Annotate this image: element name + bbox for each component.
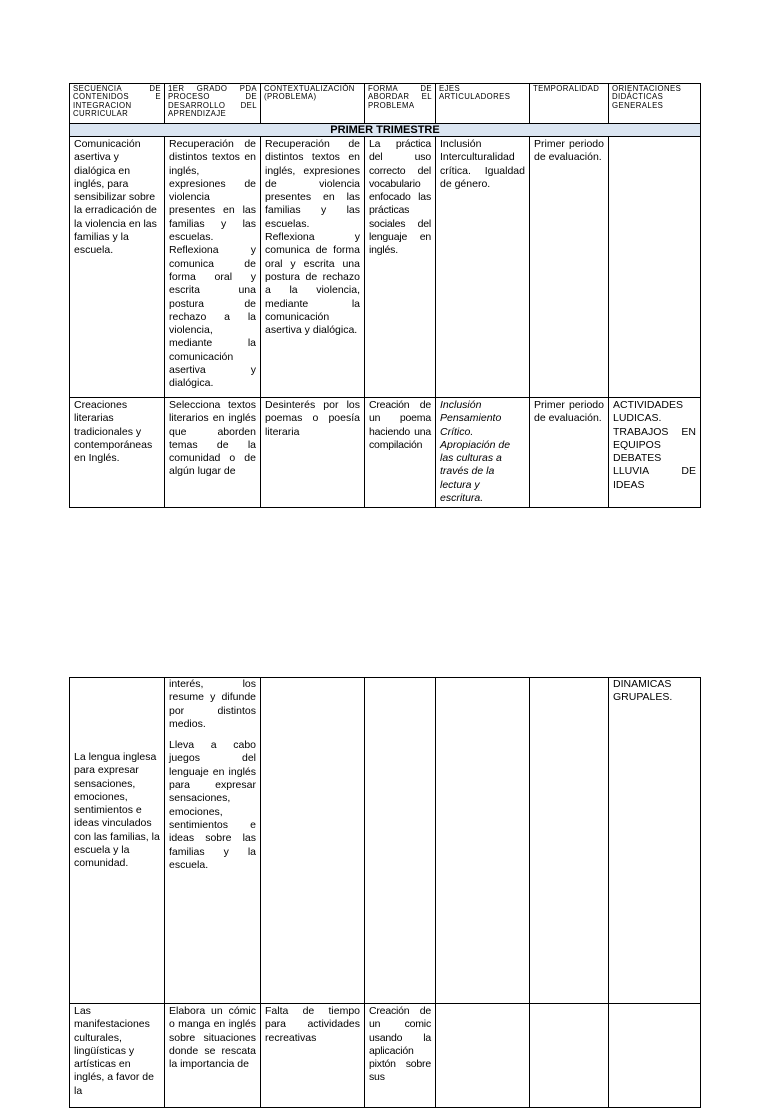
header-pda: 1ER GRADO PDA PROCESO DE DESARROLLO DEL APRENDIZAJE	[165, 84, 261, 124]
header-temporality: TEMPORALIDAD	[530, 84, 609, 124]
cell-temporality: Primer periodo de evaluación.	[530, 398, 609, 508]
cell-approach: La práctica del uso correcto del vocabulario enfocado las prácticas sociales del lenguaje en inglés.	[365, 137, 436, 398]
cell-pda: Elabora un cómic o manga en inglés sobre situaciones donde se rescata la importancia de	[165, 1004, 261, 1108]
cell-axes	[436, 678, 530, 1004]
cell-sequence: Creaciones literarias tradicionales y contemporáneas en Inglés.	[70, 398, 165, 508]
cell-temporality	[530, 678, 609, 1004]
cell-context: Recuperación de distintos textos en inglés, expresiones de violencia presentes en las familias y las escuelas. Reflexiona y comunica de forma oral y escrita una postura de rechazo a la violencia, mediante la comunicación asertiva y dialógica.	[261, 137, 365, 398]
table-row	[70, 137, 701, 398]
table-row	[70, 398, 701, 508]
cell-pda	[165, 678, 261, 1004]
header-row	[70, 84, 701, 124]
cell-pda: Selecciona textos literarios en inglés que aborden temas de la comunidad o de algún lugar de	[165, 398, 261, 508]
header-axes: EJES ARTICULADORES	[436, 84, 530, 124]
cell-approach: Creación de un poema haciendo una compilación	[365, 398, 436, 508]
header-orientations: ORIENTACIONES DIDÁCTICAS GENERALES	[609, 84, 701, 124]
cell-pda-text: Lleva a cabo juegos del lenguaje en inglés para expresar sensaciones, emociones, sentimientos e ideas sobre las familias y la escuela.	[169, 739, 256, 871]
cell-axes: Inclusión Interculturalidad crítica. Igualdad de género.	[436, 137, 530, 398]
table-row	[70, 678, 701, 1004]
cell-temporality: Primer periodo de evaluación.	[530, 137, 609, 398]
curriculum-table-page-1	[69, 83, 701, 508]
cell-context	[261, 678, 365, 1004]
cell-orientations	[609, 1004, 701, 1108]
cell-pda: Recuperación de distintos textos en inglés, expresiones de violencia presentes en las familias y las escuelas. Reflexiona y comunica de forma oral y escrita una postura de rechazo a la violencia, mediante la comunicación asertiva y dialógica.	[165, 137, 261, 398]
cell-sequence: Comunicación asertiva y dialógica en inglés, para sensibilizar sobre la erradicación de la violencia en las familias y la escuela.	[70, 137, 165, 398]
cell-approach: Creación de un comic usando la aplicación pixtón sobre sus	[365, 1004, 436, 1108]
cell-sequence: Las manifestaciones culturales, lingüísticas y artísticas en inglés, a favor de la	[70, 1004, 165, 1108]
cell-axes	[436, 1004, 530, 1108]
cell-orientations	[609, 137, 701, 398]
trimester-title: PRIMER TRIMESTRE	[70, 124, 701, 137]
cell-axes: Inclusión Pensamiento Crítico. Apropiación de las culturas a través de la lectura y escritura.	[436, 398, 530, 508]
cell-pda-continuation: interés, los resume y difunde por distintos medios.	[169, 678, 256, 730]
cell-context: Falta de tiempo para actividades recreativas	[261, 1004, 365, 1108]
cell-context: Desinterés por los poemas o poesía literaria	[261, 398, 365, 508]
cell-sequence-text: La lengua inglesa para expresar sensaciones, emociones, sentimientos e ideas vinculados con las familias, la escuela y la comunidad.	[74, 751, 160, 870]
header-sequence: SECUENCIA DE CONTENIDOS E INTEGRACION CURRICULAR	[70, 84, 165, 124]
cell-approach	[365, 678, 436, 1004]
cell-sequence	[70, 678, 165, 1004]
cell-temporality	[530, 1004, 609, 1108]
header-context: CONTEXTUALIZACIÓN (PROBLEMA)	[261, 84, 365, 124]
trimester-row	[70, 124, 701, 137]
cell-orientations: DINAMICAS GRUPALES.	[609, 678, 701, 1004]
curriculum-table-page-2	[69, 677, 701, 1108]
header-approach: FORMA DE ABORDAR EL PROBLEMA	[365, 84, 436, 124]
cell-orientations: ACTIVIDADES LUDICAS. TRABAJOS EN EQUIPOS DEBATES LLUVIA DE IDEAS	[609, 398, 701, 508]
table-row	[70, 1004, 701, 1108]
